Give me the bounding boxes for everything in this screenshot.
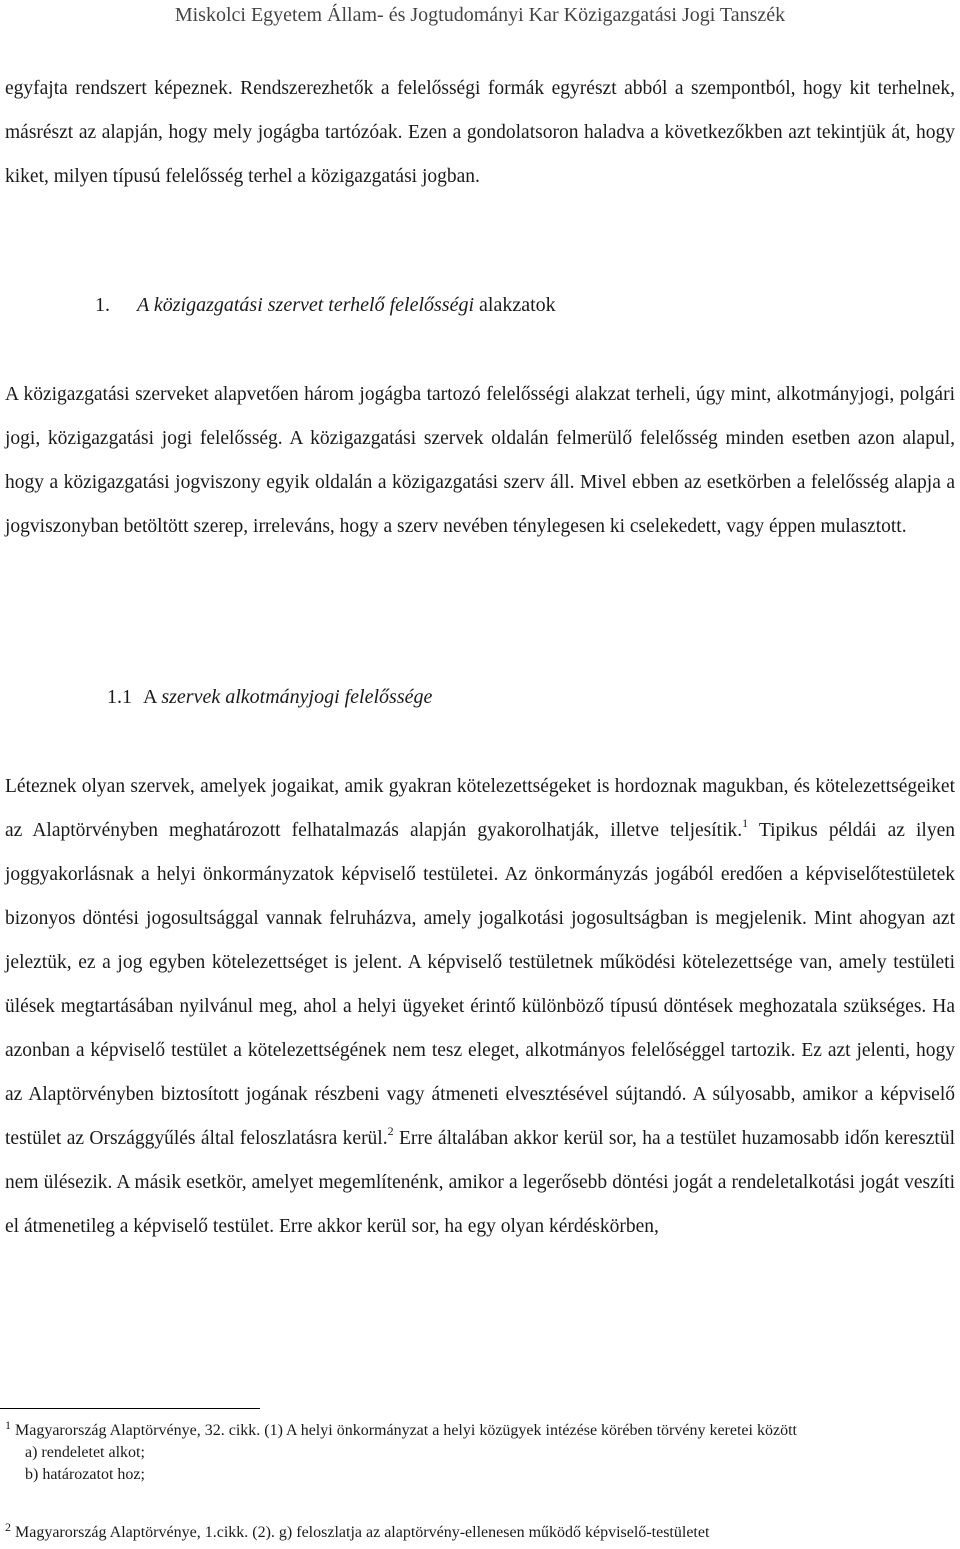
footnote-1 [5,1420,955,1486]
footnote-1-item-a: a) rendeletet alkot; [25,1444,145,1461]
section-1-number: 1. [95,294,110,316]
page-header: Miskolci Egyetem Állam- és Jogtudományi Kar Közigazgatási Jogi Tanszék [174,4,786,26]
footnote-ref-2[interactable]: 2 [387,1124,394,1138]
section-1-title-rest: alakzatok [474,294,556,316]
paragraph-2-part-3: Erre általában akkor kerül sor, ha a testület huzamosabb időn keresztül nem ülésezik. A másik esetkör, amelyet megemlítenénk, amikor a legerősebb döntési jogát a rendeletalkotási jogát veszíti el átmenetileg a képviselő testület. Erre akkor kerül sor, ha egy olyan kérdéskörben, [5,1128,955,1237]
paragraph-2-part-1: Léteznek olyan szervek, amelyek jogaikat, amik gyakran kötelezettségeket is hordoznak magukban, és kötelezettségeiket az Alaptörvényben meghatározott felhatalmazás alapján gyakorolhatják, illetve teljesítik. [5,776,955,841]
footnote-2-text: Magyarország Alaptörvénye, 1.cikk. (2). g) feloszlatja az alaptörvény-ellenesen működő képviselő-testületet [15,1524,710,1541]
footnote-2-mark: 2 [5,1520,11,1534]
paragraph-2 [5,765,955,1249]
paragraph-2-part-2: Tipikus példái az ilyen joggyakorlásnak a helyi önkormányzatok képviselő testületei. Az önkormányzás jogából eredően a képviselőtestületek bizonyos döntési jogosultsággal vannak felruházva, amely jogalkotási jogosultságban is megjelenik. Mint ahogyan azt jeleztük, ez a jog egyben kötelezettséget is jelent. A képviselő testületnek működési kötelezettsége van, amely testületi ülések megtartásában nyilvánul meg, ahol a helyi ügyeket érintő különböző típusú döntések meghozatala szükséges. Ha azonban a képviselő testület a kötelezettségének nem tesz eleget, alkotmányos felelőséggel tartozik. Ez azt jelenti, hogy az Alaptörvényben biztosított jogának részbeni vagy átmeneti elvesztésével sújtandó. A súlyosabb, amikor a képviselő testület az Országgyűlés által feloszlatásra kerül. [5,820,955,1149]
paragraph-1: A közigazgatási szerveket alapvetően három jogágba tartozó felelősségi alakzat terheli, úgy mint, alkotmányjogi, polgári jogi, közigazgatási jogi felelősség. A közigazgatási szervek oldalán felmerülő felelősség minden esetben azon alapul, hogy a közigazgatási jogviszony egyik oldalán a közigazgatási szerv áll. Mivel ebben az esetkörben a felelősség alapja a jogviszonyban betöltött szerep, irreleváns, hogy a szerv nevében ténylegesen ki cselekedett, vagy éppen mulasztott. [5,384,955,537]
intro-paragraph: egyfajta rendszert képeznek. Rendszerezhetők a felelősségi formák egyrészt abból a szempontból, hogy kit terhelnek, másrészt az alapján, hogy mely jogágba tartózóak. Ezen a gondolatsoron haladva a következőkben azt tekintjük át, hogy kiket, milyen típusú felelősség terhel a közigazgatási jogban. [5,78,955,187]
footnote-ref-1[interactable]: 1 [742,816,749,830]
footnote-1-mark: 1 [5,1418,11,1432]
section-1-title-italic: A közigazgatási szervet terhelő felelősségi [137,294,475,316]
section-1-1-heading [107,686,432,709]
footnote-2 [5,1522,955,1544]
section-1-heading [95,294,556,317]
footnote-divider [0,1408,260,1409]
footnote-1-text: Magyarország Alaptörvénye, 32. cikk. (1) A helyi önkormányzat a helyi közügyek intézése körében törvény keretei között [15,1422,797,1439]
footnote-1-item-b: b) határozatot hoz; [25,1466,145,1483]
section-1-1-number: 1.1 [107,686,132,708]
section-1-1-title-italic: szervek alkotmányjogi felelőssége [161,686,433,708]
section-1-1-title-a: A [143,686,162,708]
